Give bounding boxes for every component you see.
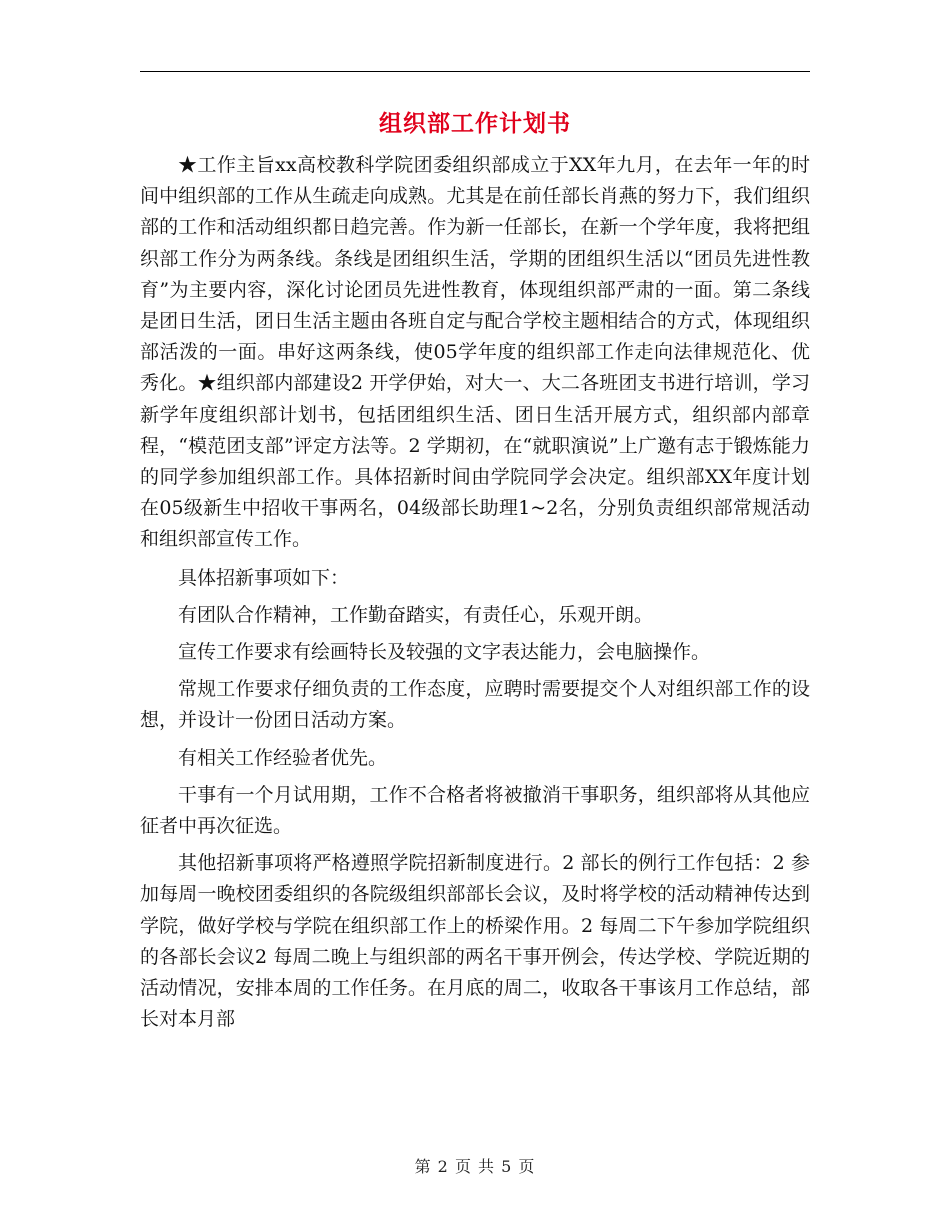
paragraph-probation: 干事有一个月试用期，工作不合格者将被撤消干事职务，组织部将从其他应征者中再次征选。 bbox=[140, 783, 810, 838]
paragraph-requirement-publicity: 宣传工作要求有绘画特长及较强的文字表达能力，会电脑操作。 bbox=[178, 641, 711, 664]
header-rule bbox=[140, 71, 810, 72]
paragraph-recruit-heading: 具体招新事项如下： bbox=[178, 566, 350, 589]
paragraph-intro: ★工作主旨xx高校教科学院团委组织部成立于XX年九月，在去年一年的时间中组织部的工作从生疏走向成熟。尤其是在前任部长肖燕的努力下，我们组织部的工作和活动组织都日趋完善。作为新一任部长，在新一个学年度，我将把组织部工作分为两条线。条线是团组织生活，学期的团组织生活以“团员先进性教育”为主要内容，深化讨论团员先进性教育，体现组织部严肃的一面。第二条线是团日生活，团日生活主题由各班自定与配合学校主题相结合的方式，体现组织部活泼的一面。串好这两条线，使05学年度的组织部工作走向法律规范化、优秀化。★组织部内部建设2 开学伊始，对大一、大二各班团支书进行培训，学习新学年度组织部计划书，包括团组织生活、团日生活开展方式，组织部内部章程，“模范团支部”评定方法等。2 学期初，在“就职演说”上广邀有志于锻炼能力的同学参加组织部工作。具体招新时间由学院同学会决定。组织部XX年度计划在05级新生中招收干事两名，04级部长助理1~2名，分别负责组织部常规活动和组织部宣传工作。 bbox=[140, 154, 810, 551]
document-body bbox=[140, 150, 810, 1035]
page-number-footer: 第 2 页 共 5 页 bbox=[414, 1157, 536, 1176]
document-title: 组织部工作计划书 bbox=[379, 110, 571, 137]
paragraph-requirement-team: 有团队合作精神，工作勤奋踏实，有责任心，乐观开朗。 bbox=[178, 603, 654, 626]
paragraph-requirement-routine: 常规工作要求仔细负责的工作态度，应聘时需要提交个人对组织部工作的设想，并设计一份团日活动方案。 bbox=[140, 678, 810, 732]
paragraph-experience: 有相关工作经验者优先。 bbox=[178, 746, 388, 769]
paragraph-routine-work: 其他招新事项将严格遵照学院招新制度进行。2 部长的例行工作包括：2 参加每周一晚校团委组织的各院级组织部部长会议，及时将学校的活动精神传达到学院，做好学校与学院在组织部工作上的桥梁作用。2 每周二下午参加学院组织的各部长会议2 每周二晚上与组织部的两名干事开例会，传达学校、学院近期的活动情况，安排本周的工作任务。在月底的周二，收取各干事该月工作总结，部长对本月部 bbox=[140, 852, 810, 1031]
